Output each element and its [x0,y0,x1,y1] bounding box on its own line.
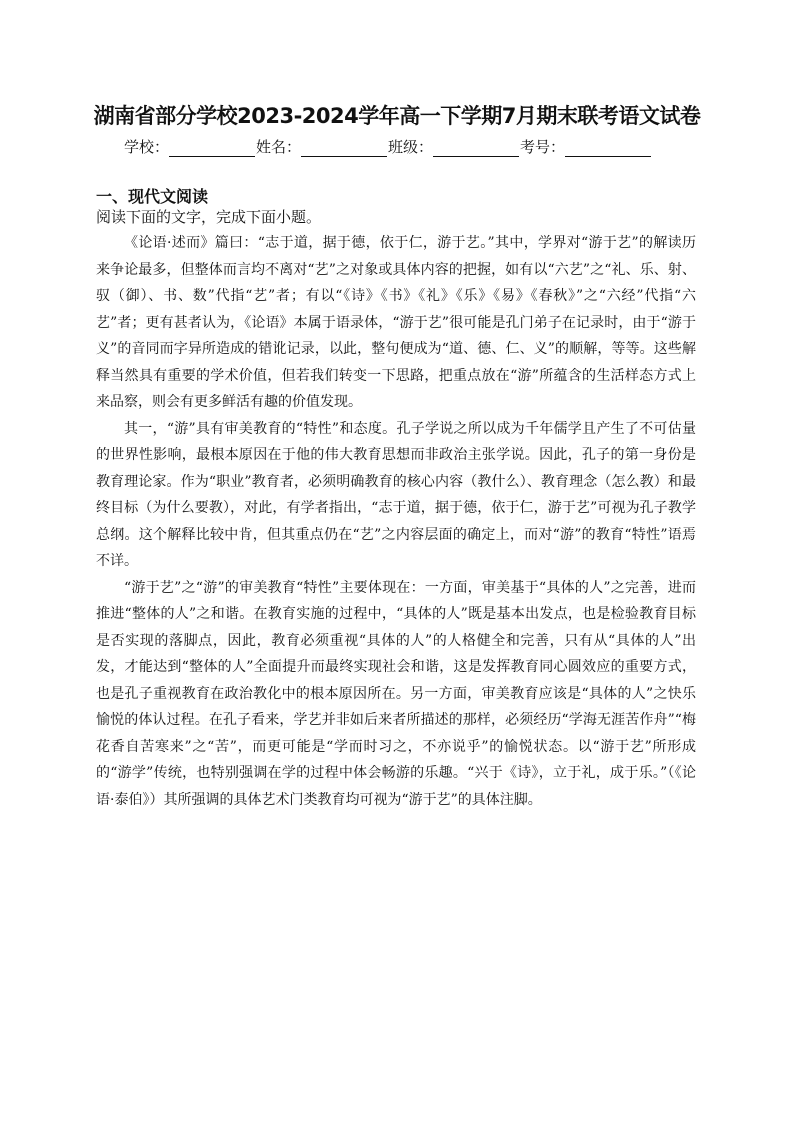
student-info-row [124,136,684,157]
name-blank[interactable] [301,140,387,157]
reading-passage [96,230,696,813]
school-blank[interactable] [169,140,255,157]
passage-paragraph-3: “游于艺”之“游”的审美教育“特性”主要体现在：一方面，审美基于“具体的人”之完善，进而推进“整体的人”之和谐。在教育实施的过程中，“具体的人”既是基本出发点，也是检验教育目标是否实现的落脚点，因此，教育必须重视“具体的人”的人格健全和完善，只有从“具体的人”出发，才能达到“整体的人”全面提升而最终实现社会和谐，这是发挥教育同心圆效应的重要方式，也是孔子重视教育在政治教化中的根本原因所在。另一方面，审美教育应该是“具体的人”之快乐愉悦的体认过程。在孔子看来，学艺并非如后来者所描述的那样，必须经历“学海无涯苦作舟”“梅花香自苦寒来”之“苦”，而更可能是“学而时习之，不亦说乎”的愉悦状态。以“游于艺”所形成的“游学”传统，也特别强调在学的过程中体会畅游的乐趣。“兴于《诗》，立于礼，成于乐。”（《论语·泰伯》）其所强调的具体艺术门类教育均可视为“游于艺”的具体注脚。 [96,579,696,808]
exam-number-blank[interactable] [565,140,651,157]
section-heading: 一、现代文阅读 [96,187,209,206]
passage-paragraph-2: 其一，“游”具有审美教育的“特性”和态度。孔子学说之所以成为千年儒学且产生了不可估量的世界性影响，最根本原因在于他的伟大教育思想而非政治主张学说。因此，孔子的第一身份是教育理论家。作为“职业”教育者，必须明确教育的核心内容（教什么）、教育理念（怎么教）和最终目标（为什么要教），对此，有学者指出，“志于道，据于德，依于仁，游于艺”可视为孔子教学总纲。这个解释比较中肯，但其重点仍在“艺”之内容层面的确定上，而对“游”的教育“特性”语焉不详。 [96,420,696,569]
class-blank[interactable] [433,140,519,157]
name-label: 姓名： [256,138,302,156]
exam-title: 湖南省部分学校2023-2024学年高一下学期7月期末联考语文试卷 [93,104,701,128]
passage-paragraph-1: 《论语·述而》篇曰：“志于道，据于德，依于仁，游于艺。”其中，学界对“游于艺”的解读历来争论最多，但整体而言均不离对“艺”之对象或具体内容的把握，如有以“六艺”之“礼、乐、射、驭（御）、书、数”代指“艺”者；有以“《诗》《书》《礼》《乐》《易》《春秋》”之“六经”代指“六艺”者；更有甚者认为，《论语》本属于语录体，“游于艺”很可能是孔门弟子在记录时，由于“游于义”的音同而字异所造成的错讹记录，以此，整句便成为“道、德、仁、义”的顺解，等等。这些解释当然具有重要的学术价值，但若我们转变一下思路，把重点放在“游”所蕴含的生活样态方式上来品察，则会有更多鲜活有趣的价值发现。 [96,235,696,410]
school-label: 学校： [124,138,170,156]
exam-number-label: 考号： [520,138,566,156]
section-instruction: 阅读下面的文字，完成下面小题。 [96,208,322,226]
class-label: 班级： [388,138,434,156]
